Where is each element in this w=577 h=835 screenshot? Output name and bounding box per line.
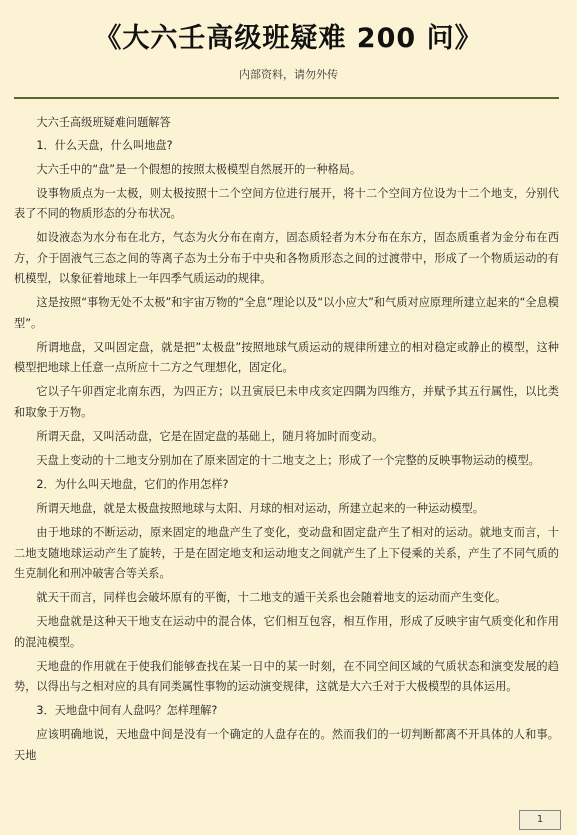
- paragraph: 所谓天地盘，就是太极盘按照地球与太阳、月球的相对运动，所建立起来的一种运动模型。: [36, 502, 484, 515]
- paragraph: 如设液态为水分布在北方，气态为火分布在南方，固态质轻者为木分布在东方，固态质重者为金分布在西方，介于固液气三态之间的等离子态为土分布于中央和各物质形态之间的过渡带中，形成了一个物质运动的有机模型，以象征着地球上一年四季气质运动的规律。: [14, 231, 559, 286]
- page-number: 1: [519, 810, 561, 830]
- paragraph: 应该明确地说，天地盘中间是没有一个确定的人盘存在的。然而我们的一切判断都离不开具体的人和事。天地: [14, 728, 559, 762]
- page-footer: [0, 808, 577, 835]
- document-subtitle: 内部资料，请勿外传: [239, 68, 338, 81]
- paragraph: 大六壬中的“盘”是一个假想的按照太极模型自然展开的一种格局。: [36, 162, 362, 176]
- question-heading: 3．天地盘中间有人盘吗？怎样理解?: [36, 704, 218, 718]
- paragraph: 就天干而言，同样也会破坏原有的平衡，十二地支的遁干关系也会随着地支的运动而产生变化。: [36, 591, 507, 605]
- header-divider: [14, 97, 559, 99]
- paragraph: 它以子午卯酉定北南东西，为四正方；以丑寅辰巳未申戌亥定四隅为四维方，并赋予其五行属性，以比类和取象于万物。: [14, 385, 559, 420]
- document-title: 《大六壬高级班疑难 200 问》: [94, 23, 483, 54]
- paragraph: 天地盘就是这种天干地支在运动中的混合体，它们相互包容，相互作用，形成了反映宇宙气质变化和作用的混沌模型。: [14, 615, 559, 649]
- paragraph: 所谓天盘，又叫活动盘，它是在固定盘的基础上，随月将加时而变动。: [36, 430, 384, 444]
- document-body: [14, 113, 559, 770]
- question-heading: 2．为什么叫天地盘，它们的作用怎样?: [36, 478, 229, 492]
- paragraph: 这是按照“事物无处不太极”和宇宙万物的“全息”理论以及“以小应大”和气质对应原理所建立起来的“全息模型”。: [14, 296, 559, 330]
- paragraph: 由于地球的不断运动，原来固定的地盘产生了变化，变动盘和固定盘产生了相对的运动。就地支而言，十二地支随地球运动产生了旋转，于是在固定地支和运动地支之间就产生了上下侵乘的关系，产生了不同气质的生克制化和刑冲破害合等关系。: [14, 525, 559, 581]
- paragraph: 天盘上变动的十二地支分别加在了原来固定的十二地支之上；形成了一个完整的反映事物运动的模型。: [36, 454, 540, 468]
- paragraph: 所谓地盘，又叫固定盘，就是把”太极盘”按照地球气质运动的规律所建立的相对稳定或静止的模型，这种模型把地球上任意一点所应十二方之气理想化，固定化。: [14, 340, 559, 375]
- section-title: 大六壬高级班疑难问题解答: [36, 116, 171, 129]
- question-heading: 1．什么天盘，什么叫地盘?: [36, 138, 173, 152]
- paragraph: 天地盘的作用就在于使我们能够查找在某一日中的某一时刻，在不同空间区域的气质状态和演变发展的趋势，以得出与之相对应的具有同类属性事物的运动演变规律，这就是大六壬对于大极模型的具体运用。: [14, 659, 559, 694]
- paragraph: 设事物质点为一太极，则太极按照十二个空间方位进行展开，将十二个空间方位设为十二个地支，分别代表了不同的物质形态的分布状况。: [14, 186, 559, 221]
